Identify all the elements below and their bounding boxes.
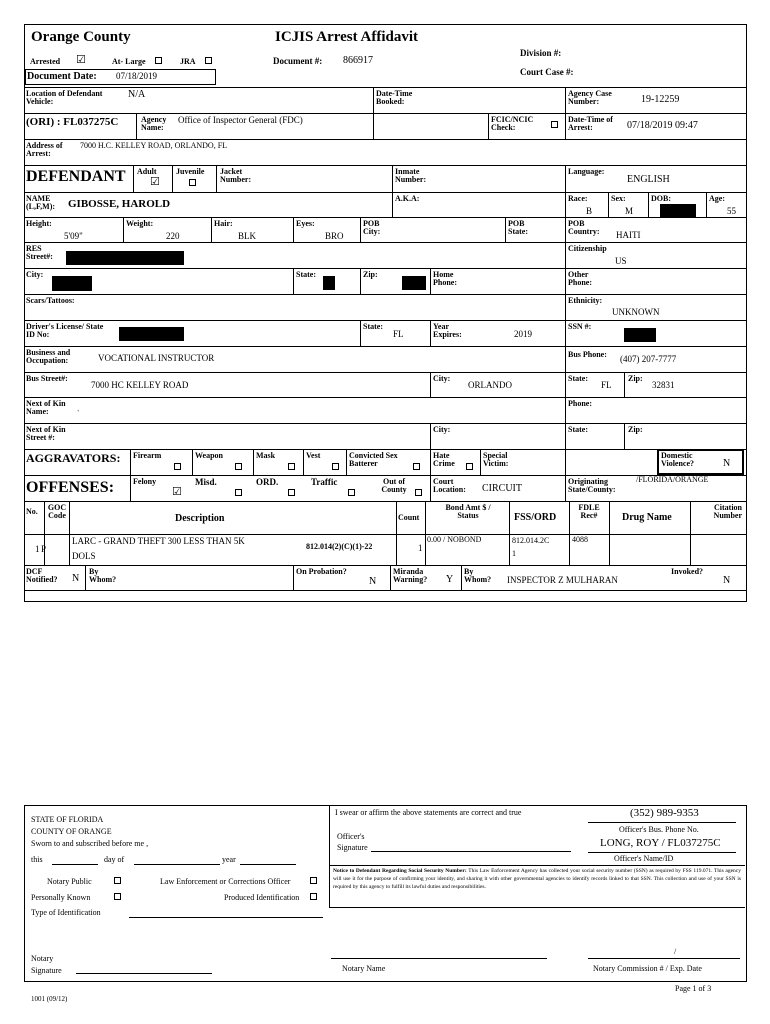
officer-name-label: Officer's Name/ID [614, 854, 674, 863]
state-label: State: [296, 270, 316, 279]
court-location-label: Court Location: [433, 477, 466, 495]
document-date: 07/18/2019 [116, 71, 158, 81]
notary-commission-label: Notary Commission # / Exp. Date [593, 964, 702, 973]
arrested-label: Arrested [30, 57, 61, 66]
convicted-checkbox[interactable] [413, 463, 420, 470]
notary-signature-label: Notary Signature [31, 954, 62, 975]
agency-name-label: Agency Name: [141, 115, 167, 133]
ori-label: (ORI) : FL037275C [26, 116, 119, 128]
day-of-label: day of [104, 855, 125, 864]
officer-signature-line[interactable] [371, 851, 571, 852]
jra-label: JRA [180, 57, 196, 66]
agency-case-label: Agency Case Number: [568, 89, 612, 107]
nok-name-value: ` [77, 409, 80, 418]
zip-redaction [402, 276, 426, 290]
probation-value: N [369, 576, 377, 587]
age-value: 55 [727, 206, 736, 216]
citizenship-value: US [615, 256, 627, 266]
weapon-label: Weapon [195, 451, 224, 460]
hate-crime-label: Hate Crime [433, 451, 455, 469]
ethnicity-label: Ethnicity: [568, 296, 603, 305]
city-redaction [52, 276, 92, 291]
col-bond: Bond Amt $ / Status [445, 503, 491, 521]
misd-label: Misd. [195, 477, 217, 487]
bus-street-label: Bus Street#: [26, 374, 68, 383]
col-description: Description [175, 513, 225, 524]
division-label: Division #: [520, 48, 562, 58]
pob-state-label: POB State: [508, 219, 528, 237]
traffic-checkbox[interactable] [348, 489, 355, 496]
col-count: Count [398, 513, 420, 522]
invoked-label: Invoked? [671, 567, 704, 576]
agency-name: Office of Inspector General (FDC) [178, 115, 303, 125]
ord-checkbox[interactable] [288, 489, 295, 496]
adult-checkbox[interactable]: ☑ [150, 176, 160, 188]
mask-checkbox[interactable] [288, 463, 295, 470]
aka-label: A.K.A: [395, 194, 420, 203]
officer-signature-label: Officer's Signature [337, 832, 368, 853]
county-of-orange: COUNTY OF ORANGE [31, 827, 112, 836]
home-phone-label: Home Phone: [433, 270, 457, 288]
misd-checkbox[interactable] [235, 489, 242, 496]
offense-row-desc-2: DOLS [72, 551, 96, 561]
col-no: No. [26, 507, 38, 516]
at-large-checkbox[interactable] [155, 57, 162, 64]
col-drug-name: Drug Name [622, 512, 672, 523]
officer-name: LONG, ROY / FL037275C [600, 837, 721, 849]
fcic-label: FCIC/NCIC Check: [491, 115, 534, 133]
officer-phone: (352) 989-9353 [630, 807, 699, 819]
city-label: City: [26, 270, 44, 279]
dl-redaction [119, 327, 184, 341]
offense-row-fdle: 4088 [572, 535, 588, 544]
le-officer-checkbox[interactable] [310, 877, 317, 884]
offense-row-statute: 812.014(2)(C)(1)-22 [306, 542, 373, 551]
year-expires-value: 2019 [514, 329, 532, 339]
jra-checkbox[interactable] [205, 57, 212, 64]
date-time-booked-label: Date-Time Booked: [376, 89, 413, 107]
notary-name-label: Notary Name [342, 964, 386, 973]
adult-label: Adult [137, 167, 157, 176]
ord-label: ORD. [256, 477, 279, 487]
county-title: Orange County [31, 29, 131, 45]
bus-city-label: City: [433, 374, 451, 383]
year-expires-label: Year Expires: [433, 322, 462, 340]
col-goc: GOC Code [47, 503, 67, 521]
offense-row-desc-1: LARC - GRAND THEFT 300 LESS THAN 5K [72, 536, 245, 546]
nok-street-label: Next of Kin Street #: [26, 425, 66, 443]
vest-checkbox[interactable] [332, 463, 339, 470]
ssn-notice [333, 868, 741, 892]
bus-city-value: ORLANDO [468, 380, 512, 390]
sex-value: M [625, 206, 634, 216]
offense-row-fss-1: 812.014.2C [512, 536, 550, 545]
type-of-id-label: Type of Identification [31, 908, 101, 917]
language-label: Language: [568, 167, 605, 176]
type-of-id-line[interactable] [129, 917, 323, 918]
hate-crime-checkbox[interactable] [466, 463, 473, 470]
address-label: Address of Arrest: [26, 141, 63, 159]
at-large-label: At- Large [112, 57, 146, 66]
defendant-name: GIBOSSE, HAROLD [68, 198, 171, 210]
firearm-label: Firearm [133, 451, 162, 460]
pob-city-label: POB City: [363, 219, 381, 237]
originating-value: /FLORIDA/ORANGE [636, 475, 709, 484]
bus-zip-label: Zip: [628, 374, 643, 383]
convicted-label: Convicted Sex Batterer [349, 451, 398, 469]
offense-row-count: 1 [418, 543, 423, 553]
form-title: ICJIS Arrest Affidavit [275, 29, 419, 45]
juvenile-checkbox[interactable] [189, 179, 196, 186]
eyes-value: BRO [325, 231, 344, 241]
offense-row-fss-2: 1 [512, 549, 516, 558]
jacket-label: Jacket Number: [220, 167, 252, 185]
this-label: this [31, 855, 43, 864]
res-street-redaction [66, 251, 184, 265]
out-of-county-checkbox[interactable] [415, 489, 422, 496]
date-time-arrest-label: Date-Time of Arrest: [568, 115, 613, 133]
sworn-text: Sworn to and subscribed before me , [31, 839, 149, 848]
dob-redaction [660, 204, 696, 217]
bus-phone-value: (407) 207-7777 [620, 354, 677, 364]
col-fss: FSS/ORD [514, 512, 557, 523]
nok-name-label: Next of Kin Name: [26, 399, 66, 417]
state-of-florida: STATE OF FLORIDA [31, 815, 104, 824]
juvenile-label: Juvenile [176, 167, 205, 176]
language-value: ENGLISH [627, 174, 670, 185]
weapon-checkbox[interactable] [235, 463, 242, 470]
ssn-notice-title: Notice to Defendant Regarding Social Security Number: [333, 868, 467, 874]
other-phone-label: Other Phone: [568, 270, 592, 288]
height-label: Height: [26, 219, 52, 228]
state-redaction [323, 276, 335, 290]
ethnicity-value: UNKNOWN [612, 307, 660, 317]
probation-label: On Probation? [296, 567, 347, 576]
document-number-label: Document #: [273, 56, 323, 66]
sex-label: Sex: [611, 194, 626, 203]
fcic-checkbox[interactable] [551, 121, 558, 128]
bus-state-value: FL [601, 380, 612, 390]
commission-slash: / [674, 947, 677, 956]
dl-state-label: State: [363, 322, 383, 331]
notary-signature-line[interactable] [76, 973, 212, 974]
miranda-label: Miranda Warning? [393, 567, 428, 585]
felony-checkbox[interactable]: ☑ [172, 486, 182, 498]
agency-case-number: 19-12259 [641, 94, 680, 105]
ssn-notice-text: This Law Enforcement Agency has collected your social security number (SSN) as required by FSS 119.071. This agency will use it for the purpose of confirming your identity, and sharing it with other governmental agencies to identify records linked to that SSN. This collection and use of your SSN is required by this agency to fulfill its lawful duties and responsibilities. [333, 868, 741, 890]
offense-row-no: 1 [35, 544, 40, 554]
name-label: NAME (L,F,M): [26, 194, 56, 212]
nok-phone-label: Phone: [568, 399, 592, 408]
bus-phone-label: Bus Phone: [568, 350, 607, 359]
pob-country-value: HAITI [616, 230, 641, 240]
dl-label: Driver's License/ State ID No: [26, 322, 104, 340]
form-code: 1001 (09/12) [31, 995, 68, 1003]
notary-public-label: Notary Public [47, 877, 92, 886]
personally-known-label: Personally Known [31, 893, 91, 902]
defendant-section-title: DEFENDANT [26, 168, 126, 185]
traffic-label: Traffic [311, 477, 338, 487]
arrested-checkbox[interactable]: ☑ [76, 54, 86, 66]
produced-id-checkbox[interactable] [310, 893, 317, 900]
eyes-label: Eyes: [296, 219, 315, 228]
hair-label: Hair: [214, 219, 233, 228]
court-case-label: Court Case #: [520, 67, 574, 77]
col-fdle: FDLE Rec# [578, 503, 600, 521]
height-value: 5'09" [64, 231, 83, 241]
produced-id-label: Produced Identification [224, 893, 300, 902]
le-officer-label: Law Enforcement or Corrections Officer [160, 877, 291, 886]
zip-label: Zip: [363, 270, 378, 279]
race-label: Race: [568, 194, 588, 203]
location-label: Location of Defendant Vehicle: [26, 89, 103, 107]
domestic-label: Domestic Violence? [661, 451, 695, 469]
mask-label: Mask [256, 451, 276, 460]
originating-label: Originating State/County: [568, 477, 616, 495]
age-label: Age: [709, 194, 725, 203]
vest-label: Vest [306, 451, 321, 460]
inmate-label: Inmate Number: [395, 167, 427, 185]
personally-known-checkbox[interactable] [114, 893, 121, 900]
bus-state-label: State: [568, 374, 588, 383]
miranda-value: Y [446, 574, 454, 585]
business-label: Business and Occupation: [26, 348, 71, 366]
dl-state-value: FL [393, 329, 404, 339]
nok-zip-label: Zip: [628, 425, 643, 434]
court-location-value: CIRCUIT [482, 483, 522, 494]
dcf-value: N [72, 573, 80, 584]
special-victim-label: Special Victim: [483, 451, 509, 469]
nok-state-label: State: [568, 425, 588, 434]
domestic-value: N [723, 458, 731, 469]
page-number: Page 1 of 3 [675, 984, 712, 993]
aggravators-title: AGGRAVATORS: [26, 451, 121, 465]
scars-label: Scars/Tattoos: [26, 296, 75, 305]
notary-public-checkbox[interactable] [114, 877, 121, 884]
date-time-arrest: 07/18/2019 09:47 [627, 120, 698, 131]
offense-row-bond: 0.00 / NOBOND [427, 535, 482, 544]
bus-zip-value: 32831 [652, 380, 675, 390]
felony-label: Felony [133, 477, 157, 486]
dcf-label: DCF Notified? [26, 567, 58, 585]
dob-label: DOB: [651, 194, 671, 203]
res-street-label: RES Street#: [26, 244, 53, 262]
document-date-label: Document Date: [27, 71, 97, 82]
officer-phone-label: Officer's Bus. Phone No. [619, 825, 699, 834]
nok-city-label: City: [433, 425, 451, 434]
pob-country-label: POB Country: [568, 219, 600, 237]
location-value: N/A [128, 89, 146, 100]
dcf-by-whom-label: By Whom? [89, 567, 117, 585]
out-of-county-label: Out of County [381, 477, 407, 495]
invoked-value: N [723, 575, 731, 586]
offense-row-goc: P [41, 544, 47, 554]
document-number: 866917 [343, 55, 373, 66]
citizenship-label: Citizenship [568, 244, 607, 253]
weight-value: 220 [166, 231, 180, 241]
ssn-redaction [624, 328, 656, 342]
business-value: VOCATIONAL INSTRUCTOR [98, 353, 215, 363]
miranda-by-whom-label: By Whom? [464, 567, 492, 585]
year-label: year [222, 855, 236, 864]
offenses-title: OFFENSES: [26, 479, 115, 496]
race-value: B [586, 206, 593, 216]
bus-street-value: 7000 HC KELLEY ROAD [91, 380, 189, 390]
swear-statement: I swear or affirm the above statements are correct and true [335, 808, 522, 817]
firearm-checkbox[interactable] [174, 463, 181, 470]
weight-label: Weight: [126, 219, 154, 228]
hair-value: BLK [238, 231, 256, 241]
ssn-label: SSN #: [568, 322, 592, 331]
col-citation: Citation Number [713, 503, 742, 521]
address-value: 7000 H.C. KELLEY ROAD, ORLANDO, FL [80, 141, 228, 150]
miranda-by-whom-value: INSPECTOR Z MULHARAN [507, 575, 618, 585]
